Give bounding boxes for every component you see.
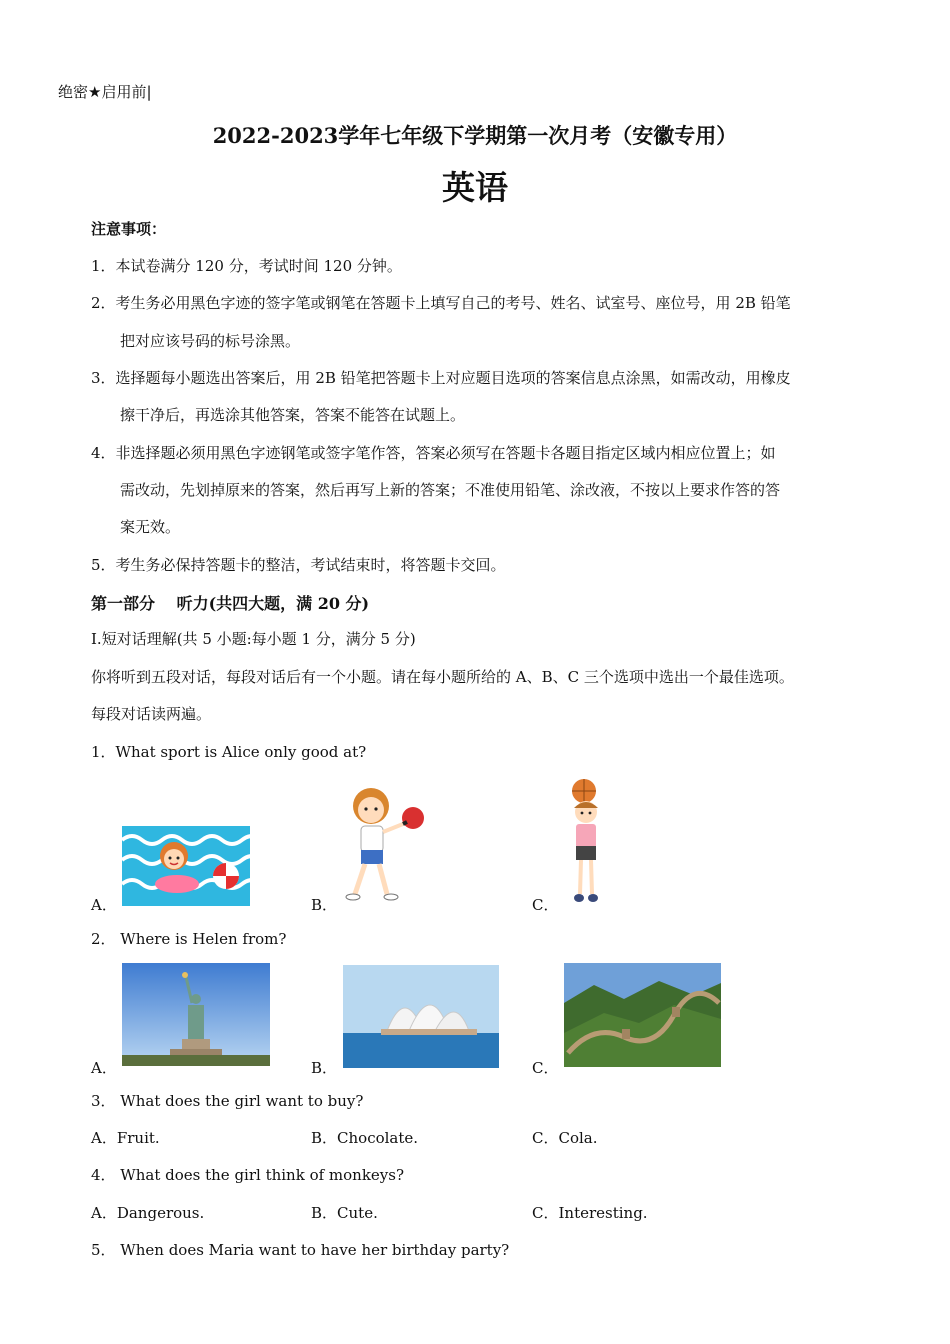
option-label: C． (532, 1059, 559, 1077)
option-label: C． (532, 896, 559, 914)
confidential-mark: 绝密★启用前| (58, 83, 152, 101)
option-text: B．Chocolate. (311, 1129, 419, 1147)
option-text: A．Dangerous. (91, 1204, 205, 1222)
option-label: B． (311, 1059, 338, 1077)
sydney-opera-house-image (343, 965, 499, 1068)
great-wall-image (564, 963, 721, 1067)
option-text: A．Fruit. (91, 1129, 160, 1147)
option-label: A． (91, 1059, 117, 1077)
question-stem: 5． When does Maria want to have her birthday party? (91, 1241, 510, 1259)
option-text: C．Interesting. (532, 1204, 648, 1222)
note-line: 1．本试卷满分 120 分，考试时间 120 分钟。 (91, 257, 402, 275)
statue-of-liberty-image (122, 963, 270, 1066)
note-line: 4．非选择题必须用黑色字迹钢笔或签字笔作答，答案必须写在答题卡各题目指定区域内相应位置上；如 (91, 444, 776, 462)
option-label: A． (91, 896, 117, 914)
note-line: 擦干净后，再选涂其他答案，答案不能答在试题上。 (120, 406, 466, 424)
instructions-line: 你将听到五段对话，每段对话后有一个小题。请在每小题所给的 A、B、C 三个选项中选出一个最佳选项。 (91, 668, 794, 686)
question-stem: 3． What does the girl want to buy? (91, 1092, 364, 1110)
exam-title: 2022-2023学年七年级下学期第一次月考（安徽专用） (212, 123, 738, 148)
option-text: C．Cola. (532, 1129, 598, 1147)
question-stem: 2． Where is Helen from? (91, 930, 287, 948)
swimming-girl-image (122, 826, 250, 906)
table-tennis-girl-image (343, 784, 429, 906)
note-line: 2．考生务必用黑色字迹的签字笔或钢笔在答题卡上填写自己的考号、姓名、试室号、座位号，用 2B 铅笔 (91, 294, 791, 312)
option-text: B．Cute. (311, 1204, 378, 1222)
note-line: 3．选择题每小题选出答案后，用 2B 铅笔把答题卡上对应题目选项的答案信息点涂黑，如需改动，用橡皮 (91, 369, 791, 387)
option-label: B． (311, 896, 338, 914)
question-stem: 1．What sport is Alice only good at? (91, 743, 367, 761)
part1-heading: 第一部分 听力(共四大题，满 20 分) (91, 594, 370, 613)
note-line: 需改动，先划掉原来的答案，然后再写上新的答案；不准使用铅笔、涂改液，不按以上要求作答的答 (120, 481, 781, 499)
note-line: 案无效。 (120, 518, 181, 536)
subject-title: 英语 (442, 168, 508, 207)
notes-heading: 注意事项： (91, 220, 167, 238)
basketball-girl-image (562, 778, 614, 906)
instructions-line: 每段对话读两遍。 (91, 705, 212, 723)
note-line: 5．考生务必保持答题卡的整洁，考试结束时，将答题卡交回。 (91, 556, 506, 574)
section1-title: Ⅰ.短对话理解(共 5 小题:每小题 1 分，满分 5 分) (91, 630, 416, 648)
note-line: 把对应该号码的标号涂黑。 (120, 332, 301, 350)
question-stem: 4． What does the girl think of monkeys? (91, 1166, 405, 1184)
